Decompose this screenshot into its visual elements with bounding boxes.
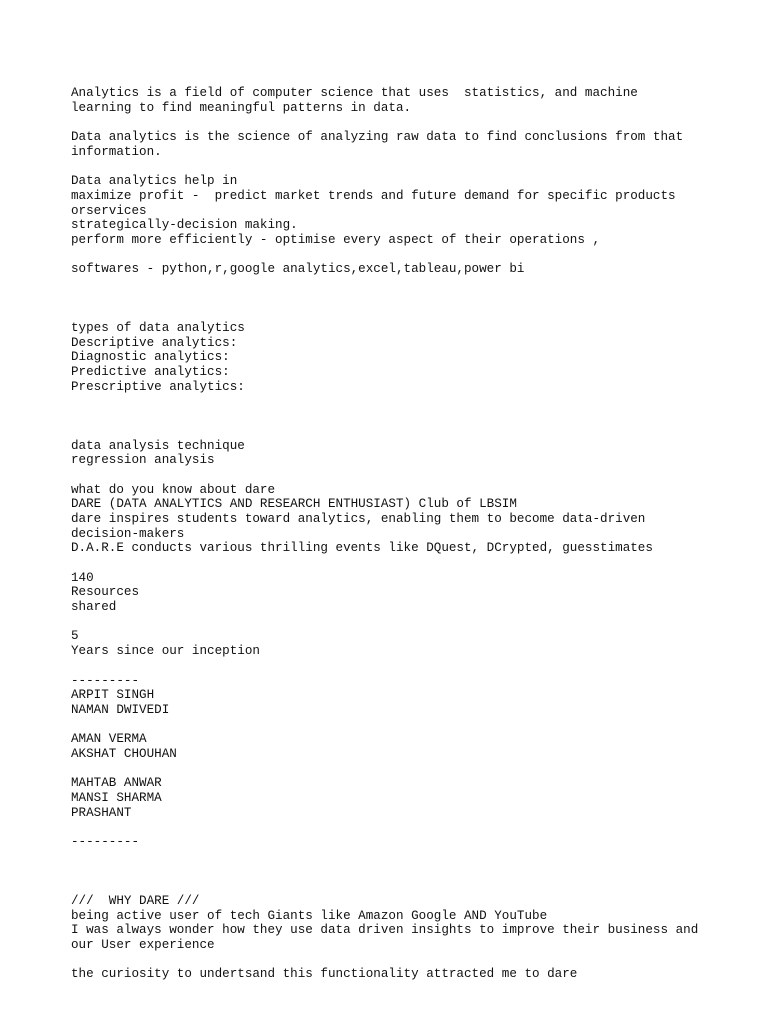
text-line: what do you know about dare xyxy=(71,482,276,497)
blank-line xyxy=(71,820,721,835)
text-line: being active user of tech Giants like Amazon Google AND YouTube xyxy=(71,908,548,923)
text-line: D.A.R.E conducts various thrilling events like DQuest, DCrypted, guesstimates xyxy=(71,541,653,556)
blank-line xyxy=(71,115,721,130)
blank-line xyxy=(71,248,721,263)
blank-line xyxy=(71,277,721,292)
document-page xyxy=(71,86,721,982)
text-line: the curiosity to undertsand this functionality attracted me to dare xyxy=(71,967,578,982)
text-line: Prescriptive analytics: xyxy=(71,379,245,394)
text-line: shared xyxy=(71,600,117,615)
blank-line xyxy=(71,659,721,674)
text-line: perform more efficiently - optimise every aspect of their operations , xyxy=(71,232,601,247)
text-line: types of data analytics xyxy=(71,321,245,335)
blank-line xyxy=(71,556,721,571)
text-line: MAHTAB ANWAR xyxy=(71,776,162,791)
text-line: our User experience xyxy=(71,937,215,952)
text-line: Resources xyxy=(71,585,140,600)
blank-line xyxy=(71,159,721,174)
text-line: Data analytics is the science of analyzing raw data to find conclusions from that xyxy=(71,130,684,145)
blank-line xyxy=(71,292,721,307)
blank-line xyxy=(71,468,721,483)
text-line: dare inspires students toward analytics, enabling them to become data-driven xyxy=(71,511,646,526)
text-line: AMAN VERMA xyxy=(71,732,147,747)
text-line: MANSI SHARMA xyxy=(71,791,162,805)
text-line: AKSHAT CHOUHAN xyxy=(71,746,177,761)
text-line: --------- xyxy=(71,835,140,850)
text-line: 5 xyxy=(71,629,79,644)
text-line: data analysis technique xyxy=(71,438,245,453)
text-line: maximize profit - predict market trends and future demand for specific products xyxy=(71,188,676,203)
blank-line xyxy=(71,424,721,439)
text-line: Analytics is a field of computer science that uses statistics, and machine xyxy=(71,86,638,100)
text-line: --------- xyxy=(71,673,140,688)
blank-line xyxy=(71,864,721,879)
text-line: Predictive analytics: xyxy=(71,365,230,380)
text-line: orservices xyxy=(71,203,147,218)
blank-line xyxy=(71,718,721,733)
text-line: I was always wonder how they use data driven insights to improve their business and xyxy=(71,923,699,938)
text-line: PRASHANT xyxy=(71,805,132,820)
text-line: Descriptive analytics: xyxy=(71,335,238,350)
blank-line xyxy=(71,762,721,777)
text-line: learning to find meaningful patterns in data. xyxy=(71,100,412,115)
blank-line xyxy=(71,409,721,424)
text-line: information. xyxy=(71,144,162,159)
text-line: Years since our inception xyxy=(71,644,260,659)
text-line: DARE (DATA ANALYTICS AND RESEARCH ENTHUSIAST) Club of LBSIM xyxy=(71,497,517,512)
text-line: strategically-decision making. xyxy=(71,218,298,233)
blank-line xyxy=(71,615,721,630)
blank-line xyxy=(71,306,721,321)
text-line: ARPIT SINGH xyxy=(71,688,155,703)
text-line: Data analytics help in xyxy=(71,174,238,189)
blank-line xyxy=(71,394,721,409)
text-line: Diagnostic analytics: xyxy=(71,350,230,365)
text-line: decision-makers xyxy=(71,526,185,541)
text-line: 140 xyxy=(71,570,94,585)
blank-line xyxy=(71,850,721,865)
text-line: softwares - python,r,google analytics,excel,tableau,power bi xyxy=(71,262,525,277)
blank-line xyxy=(71,879,721,894)
text-line: regression analysis xyxy=(71,453,215,468)
text-line: /// WHY DARE /// xyxy=(71,893,200,908)
blank-line xyxy=(71,953,721,968)
text-line: NAMAN DWIVEDI xyxy=(71,702,170,717)
